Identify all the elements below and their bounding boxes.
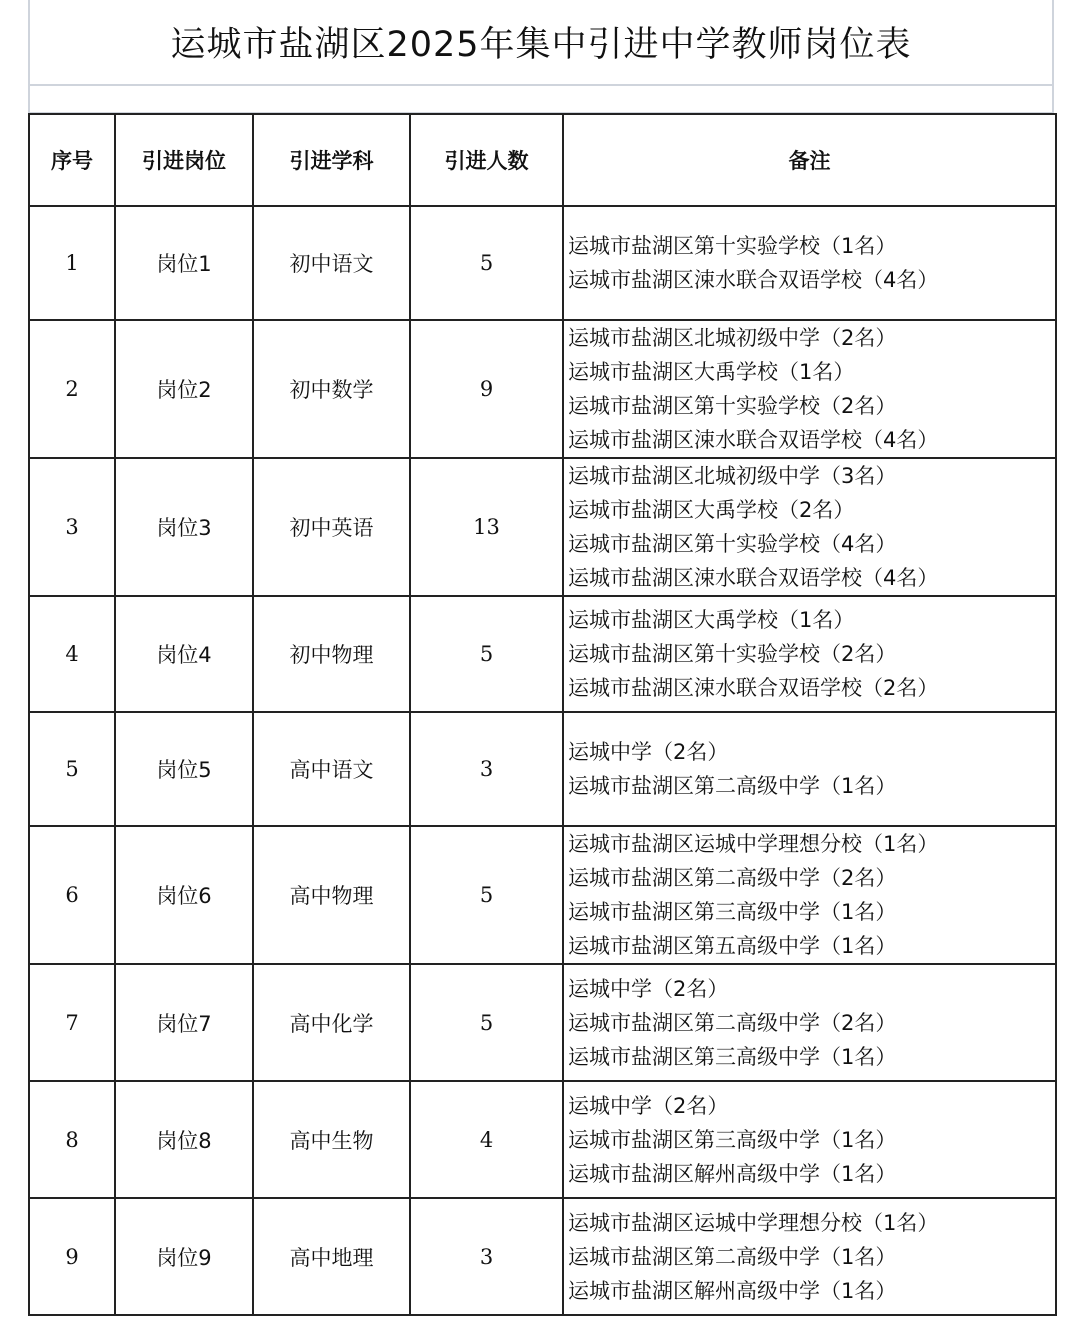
note-line: 运城市盐湖区第二高级中学（1名） <box>568 774 897 798</box>
note-line: 运城市盐湖区第三高级中学（1名） <box>568 1127 897 1152</box>
cell-notes <box>563 206 1056 320</box>
table-row <box>29 712 1056 826</box>
cell-no: 6 <box>29 826 115 964</box>
note-line: 运城市盐湖区大禹学校（2名） <box>568 498 855 522</box>
table-header-row <box>29 114 1056 206</box>
cell-subject: 高中化学 <box>253 964 410 1081</box>
header-post: 引进岗位 <box>115 114 253 206</box>
header-subject: 引进学科 <box>253 114 410 206</box>
note-line: 运城市盐湖区北城初级中学（3名） <box>568 464 897 488</box>
cell-count: 5 <box>410 206 563 320</box>
table-row <box>29 1198 1056 1315</box>
cell-post: 岗位5 <box>115 712 253 826</box>
title-box <box>28 0 1054 84</box>
note-line: 运城市盐湖区第三高级中学（1名） <box>568 1044 897 1069</box>
cell-subject: 初中数学 <box>253 320 410 458</box>
note-line: 运城市盐湖区第十实验学校（4名） <box>568 532 897 556</box>
cell-count: 13 <box>410 458 563 596</box>
cell-count: 5 <box>410 826 563 964</box>
note-line: 运城中学（2名） <box>568 1093 729 1118</box>
note-line: 运城市盐湖区解州高级中学（1名） <box>568 1278 897 1303</box>
note-line: 运城市盐湖区运城中学理想分校（1名） <box>568 832 939 856</box>
note-line: 运城市盐湖区涑水联合双语学校（4名） <box>568 268 939 292</box>
cell-notes <box>563 596 1056 712</box>
table-row <box>29 206 1056 320</box>
cell-subject: 初中语文 <box>253 206 410 320</box>
note-line: 运城市盐湖区第三高级中学（1名） <box>568 900 897 924</box>
cell-post: 岗位4 <box>115 596 253 712</box>
note-line: 运城市盐湖区第五高级中学（1名） <box>568 934 897 958</box>
table-row <box>29 826 1056 964</box>
cell-post: 岗位7 <box>115 964 253 1081</box>
table-row <box>29 320 1056 458</box>
note-line: 运城市盐湖区第十实验学校（2名） <box>568 642 897 666</box>
positions-table <box>28 113 1057 1316</box>
cell-post: 岗位6 <box>115 826 253 964</box>
cell-post: 岗位3 <box>115 458 253 596</box>
cell-notes <box>563 320 1056 458</box>
cell-subject: 高中物理 <box>253 826 410 964</box>
spacer-row <box>28 84 1054 114</box>
note-line: 运城市盐湖区大禹学校（1名） <box>568 360 855 384</box>
note-line: 运城市盐湖区第二高级中学（2名） <box>568 866 897 890</box>
cell-no: 9 <box>29 1198 115 1315</box>
cell-notes <box>563 1198 1056 1315</box>
cell-count: 5 <box>410 964 563 1081</box>
note-line: 运城市盐湖区北城初级中学（2名） <box>568 326 897 350</box>
note-line: 运城市盐湖区涑水联合双语学校（4名） <box>568 428 939 452</box>
page-title: 运城市盐湖区2025年集中引进中学教师岗位表 <box>170 25 912 65</box>
cell-notes <box>563 826 1056 964</box>
cell-no: 7 <box>29 964 115 1081</box>
cell-post: 岗位8 <box>115 1081 253 1198</box>
table-row <box>29 458 1056 596</box>
cell-notes <box>563 712 1056 826</box>
cell-no: 3 <box>29 458 115 596</box>
cell-post: 岗位2 <box>115 320 253 458</box>
cell-no: 8 <box>29 1081 115 1198</box>
cell-no: 4 <box>29 596 115 712</box>
cell-no: 2 <box>29 320 115 458</box>
note-line: 运城市盐湖区解州高级中学（1名） <box>568 1161 897 1186</box>
note-line: 运城市盐湖区涑水联合双语学校（2名） <box>568 676 939 700</box>
header-count: 引进人数 <box>410 114 563 206</box>
cell-post: 岗位1 <box>115 206 253 320</box>
note-line: 运城市盐湖区第十实验学校（2名） <box>568 394 897 418</box>
cell-subject: 高中语文 <box>253 712 410 826</box>
header-no: 序号 <box>29 114 115 206</box>
cell-count: 9 <box>410 320 563 458</box>
cell-post: 岗位9 <box>115 1198 253 1315</box>
cell-count: 5 <box>410 596 563 712</box>
cell-no: 5 <box>29 712 115 826</box>
note-line: 运城市盐湖区大禹学校（1名） <box>568 608 855 632</box>
cell-count: 3 <box>410 1198 563 1315</box>
note-line: 运城市盐湖区运城中学理想分校（1名） <box>568 1210 939 1235</box>
note-line: 运城中学（2名） <box>568 976 729 1001</box>
table-row <box>29 964 1056 1081</box>
note-line: 运城市盐湖区第十实验学校（1名） <box>568 234 897 258</box>
cell-notes <box>563 964 1056 1081</box>
note-line: 运城市盐湖区第二高级中学（2名） <box>568 1010 897 1035</box>
cell-no: 1 <box>29 206 115 320</box>
cell-subject: 初中英语 <box>253 458 410 596</box>
table-body <box>29 206 1056 1315</box>
note-line: 运城市盐湖区涑水联合双语学校（4名） <box>568 566 939 590</box>
note-line: 运城中学（2名） <box>568 740 729 764</box>
cell-subject: 高中生物 <box>253 1081 410 1198</box>
cell-count: 3 <box>410 712 563 826</box>
cell-subject: 高中地理 <box>253 1198 410 1315</box>
cell-subject: 初中物理 <box>253 596 410 712</box>
table-row <box>29 596 1056 712</box>
cell-count: 4 <box>410 1081 563 1198</box>
cell-notes <box>563 458 1056 596</box>
table-row <box>29 1081 1056 1198</box>
header-notes: 备注 <box>563 114 1056 206</box>
cell-notes <box>563 1081 1056 1198</box>
note-line: 运城市盐湖区第二高级中学（1名） <box>568 1244 897 1269</box>
